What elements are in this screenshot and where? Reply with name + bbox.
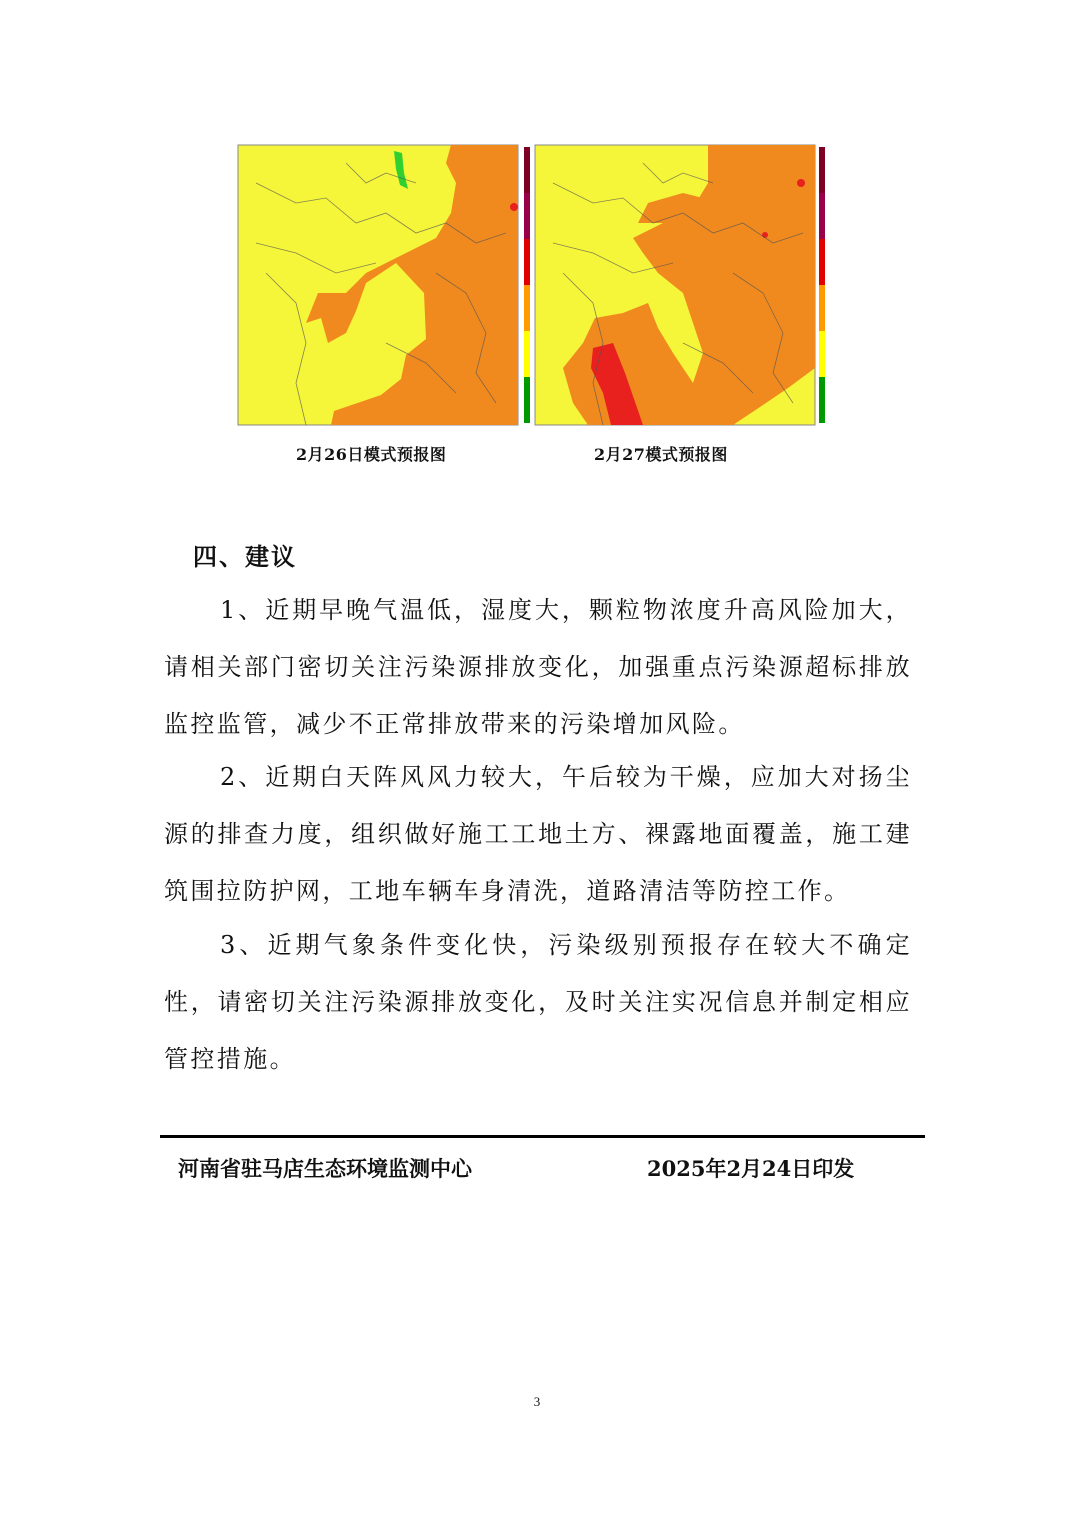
issue-date: 2025年2月24日印发 xyxy=(647,1156,855,1181)
suggestion-paragraph-1: 1、近期早晚气温低，湿度大，颗粒物浓度升高风险加大，请相关部门密切关注污染源排放变化，加强重点污染源超标排放监控监管，减少不正常排放带来的污染增加风险。 xyxy=(164,596,912,738)
section-heading: 四、建议 xyxy=(193,542,297,571)
footer-divider xyxy=(160,1135,925,1138)
page-number: 3 xyxy=(533,1394,541,1409)
forecast-map-feb27 xyxy=(533,143,829,427)
forecast-map-feb27-image xyxy=(533,143,829,427)
map-caption-feb27: 2月27模式预报图 xyxy=(594,445,728,464)
forecast-map-feb26-image xyxy=(236,143,532,427)
suggestion-paragraph-3: 3、近期气象条件变化快，污染级别预报存在较大不确定性，请密切关注污染源排放变化，及时关注实况信息并制定相应管控措施。 xyxy=(164,931,912,1073)
forecast-map-feb26 xyxy=(236,143,532,427)
suggestion-paragraph-2: 2、近期白天阵风风力较大，午后较为干燥，应加大对扬尘源的排查力度，组织做好施工工地土方、裸露地面覆盖，施工建筑围拉防护网，工地车辆车身清洗，道路清洁等防控工作。 xyxy=(164,763,912,905)
issuing-organization: 河南省驻马店生态环境监测中心 xyxy=(178,1156,472,1181)
legend-segment xyxy=(524,147,530,193)
map-caption-feb26: 2月26日模式预报图 xyxy=(296,445,447,464)
